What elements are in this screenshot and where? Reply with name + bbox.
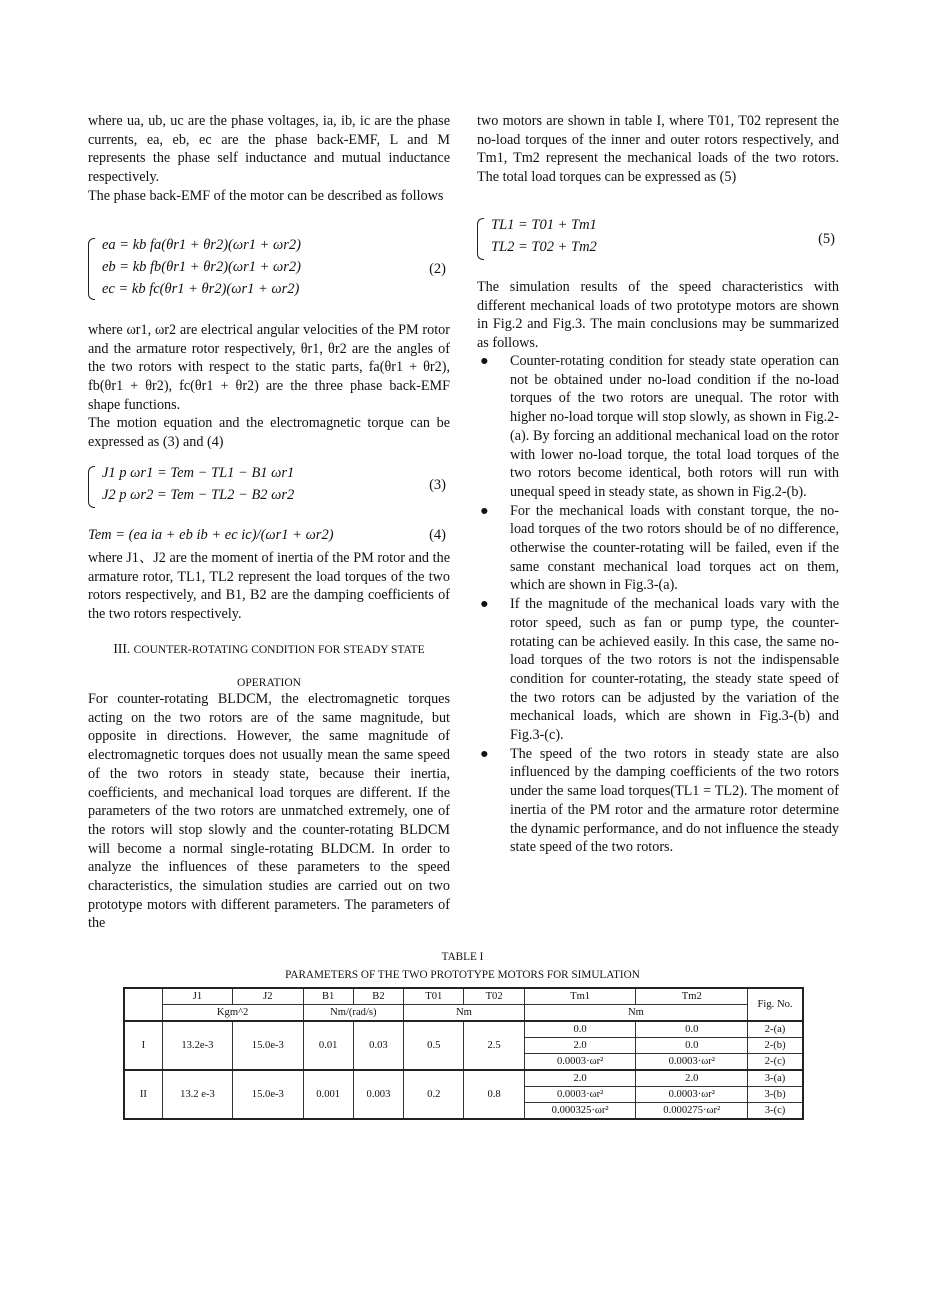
parameters-table [123, 987, 804, 1120]
equation-line: J1 p ωr1 = Tem − TL1 − B1 ωr1 [102, 465, 295, 481]
table-corner [124, 988, 162, 1021]
table-cell: 15.0e-3 [233, 1021, 303, 1070]
paragraph-phase-variables: where ua, ub, uc are the phase voltages, ia, ib, ic are the phase currents, ea, eb, ec are the phase back-EMF, L and M represents the phase self inductance and mutual inductance respectively. [88, 113, 450, 186]
equation-5 [477, 216, 839, 262]
column-header: J2 [233, 988, 303, 1005]
paragraph-simulation-results: The simulation results of the speed characteristics with different mechanical loads of two prototype motors are shown in Fig.2 and Fig.3. The main conclusions may be summarized as follows. [477, 279, 839, 352]
column-header: J1 [162, 988, 232, 1005]
table-cell: 2.0 [636, 1070, 748, 1087]
table-cell: 0.0003·ωr² [636, 1087, 748, 1103]
table-caption: PARAMETERS OF THE TWO PROTOTYPE MOTORS FOR SIMULATION [285, 969, 640, 981]
table-cell: 13.2e-3 [162, 1021, 232, 1070]
brace-icon [88, 238, 95, 300]
equation-number: (5) [818, 231, 835, 247]
list-item-text: The speed of the two rotors in steady state are also influenced by the damping coefficients of the two rotors under the same load torques(TL1 = TL2). The moment of inertia of the PM rotor and the armature rotor determine the dynamic performance, and do not influence the steady state speed of the two rotors. [510, 745, 839, 856]
column-header: Fig. No. [748, 988, 803, 1021]
bullet-icon: ● [480, 745, 489, 762]
list-item [477, 352, 839, 502]
unit-cell: Kgm^2 [162, 1005, 303, 1022]
brace-icon [88, 466, 95, 508]
column-header: Tm1 [524, 988, 636, 1005]
table-units-row [124, 1005, 803, 1022]
table-cell: 0.03 [353, 1021, 403, 1070]
table-cell: 0.5 [404, 1021, 464, 1070]
equation-line: TL2 = T02 + Tm2 [491, 239, 597, 255]
table-row [124, 1021, 803, 1038]
equation-4 [88, 526, 450, 546]
table-cell: 3-(a) [748, 1070, 803, 1087]
equation-number: (4) [429, 527, 446, 543]
table-cell: 0.001 [303, 1070, 353, 1119]
column-header: Tm2 [636, 988, 748, 1005]
table-cell: 0.2 [404, 1070, 464, 1119]
table-title: TABLE I [441, 951, 484, 963]
list-item-text: Counter-rotating condition for steady state operation can not be obtained under no-load condition if the no-load torques of the two rotors are unequal. The rotor with higher no-load torque will stop slowly, as shown in Fig.2-(a). By forcing an additional mechanical load on the rotor with lower no-load torque, the total load torques of the two rotors become identical, both rotors will run with unequal speed in steady state, as shown in Fig.2-(b). [510, 353, 839, 500]
table-cell: 0.000325·ωr² [524, 1103, 636, 1120]
column-header: B2 [353, 988, 403, 1005]
conclusions-list [477, 352, 839, 857]
brace-icon [477, 218, 484, 260]
table-cell: 2-(a) [748, 1021, 803, 1038]
list-item-text: If the magnitude of the mechanical loads vary with the rotor speed, such as fan or pump type, the counter-rotating can be achieved easily. In this case, the same no-load torques of the two rotors is not the indispensable condition for counter-rotating, the steady state speed of the two rotors can be adjusted by the variation of the mechanical loads, which are shown in Fig.3-(b) and Fig.3-(c). [510, 596, 839, 744]
table-cell: 0.01 [303, 1021, 353, 1070]
list-item-text: For the mechanical loads with constant torque, the no-load torques of the two rotors should be of no difference, otherwise the counter-rotating will be failed, even if the same constant mechanical load torques act on them, which are shown in Fig.3-(a). [510, 502, 839, 594]
equation-line: ec = kb fc(θr1 + θr2)(ωr1 + ωr2) [102, 281, 300, 297]
section-title: COUNTER-ROTATING CONDITION FOR STEADY STATE [133, 644, 425, 656]
table-cell: 0.0 [636, 1021, 748, 1038]
table-cell: 0.0003·ωr² [636, 1054, 748, 1071]
unit-cell: Nm/(rad/s) [303, 1005, 404, 1022]
paragraph-inertia: where J1、J2 are the moment of inertia of the PM rotor and the armature rotor, TL1, TL2 represent the load torques of the two rotors respectively, and B1, B2 are the damping coefficients of the two rotors respectively. [88, 550, 450, 623]
table-cell: II [124, 1070, 162, 1119]
section-heading [88, 640, 450, 692]
table-cell: 2-(b) [748, 1038, 803, 1054]
unit-cell: Nm [404, 1005, 525, 1022]
equation-line: J2 p ωr2 = Tem − TL2 − B2 ωr2 [102, 487, 295, 503]
table-cell: 0.0 [636, 1038, 748, 1054]
list-item [477, 502, 839, 596]
bullet-icon: ● [480, 502, 489, 519]
bullet-icon: ● [480, 353, 489, 369]
equation-line: eb = kb fb(θr1 + θr2)(ωr1 + ωr2) [102, 259, 301, 275]
table-cell: 0.000275·ωr² [636, 1103, 748, 1120]
table-row [124, 1070, 803, 1087]
paragraph-angular-velocities: where ωr1, ωr2 are electrical angular velocities of the PM rotor and the armature rotor respectively, θr1, θr2 are the angles of the two rotors with respect to the static parts, fa(θr1 + θr2), fb(θr1 + θr2), fc(θr1 + θr2) are the three phase back-EMF shape functions. [88, 322, 450, 413]
paragraph-back-emf-intro: The phase back-EMF of the motor can be described as follows [88, 188, 444, 204]
list-item [477, 745, 839, 857]
section-title-cont: OPERATION [237, 676, 301, 689]
column-header: T01 [404, 988, 464, 1005]
table-cell: 0.0 [524, 1021, 636, 1038]
table-cell: 0.0003·ωr² [524, 1087, 636, 1103]
unit-cell: Nm [524, 1005, 747, 1022]
list-item [477, 595, 839, 745]
table-cell: 13.2 e-3 [162, 1070, 232, 1119]
column-header: B1 [303, 988, 353, 1005]
table-cell: 2.5 [464, 1021, 524, 1070]
section-number: III. [113, 641, 134, 656]
paragraph-no-load-torques: two motors are shown in table I, where T01, T02 represent the no-load torques of the inner and outer rotors respectively, and Tm1, Tm2 represent the mechanical loads of the two rotors. The total load torques can be expressed as (5) [477, 113, 839, 186]
paragraph-motion-intro: The motion equation and the electromagnetic torque can be expressed as (3) and (4) [88, 415, 450, 450]
table-cell: 2.0 [524, 1070, 636, 1087]
table-cell: 3-(c) [748, 1103, 803, 1120]
equation-number: (2) [429, 261, 446, 277]
table-cell: 2-(c) [748, 1054, 803, 1071]
table-cell: 0.003 [353, 1070, 403, 1119]
column-header: T02 [464, 988, 524, 1005]
equation-line: ea = kb fa(θr1 + θr2)(ωr1 + ωr2) [102, 237, 301, 253]
table-cell: 3-(b) [748, 1087, 803, 1103]
table-cell: 15.0e-3 [233, 1070, 303, 1119]
equation-line: Tem = (ea ia + eb ib + ec ic)/(ωr1 + ωr2) [88, 527, 334, 543]
bullet-icon: ● [480, 596, 489, 613]
equation-2 [88, 236, 450, 302]
table-cell: I [124, 1021, 162, 1070]
table-cell: 0.0003·ωr² [524, 1054, 636, 1071]
equation-3 [88, 464, 450, 510]
table-cell: 2.0 [524, 1038, 636, 1054]
equation-line: TL1 = T01 + Tm1 [491, 217, 597, 233]
equation-number: (3) [429, 477, 446, 493]
table-cell: 0.8 [464, 1070, 524, 1119]
paragraph-counter-rotating: For counter-rotating BLDCM, the electromagnetic torques acting on the two rotors are of the same magnitude, but opposite in directions. However, the same magnitude of electromagnetic torques does not usually mean the same speed of the two rotors in steady state, because their inertia, coefficients, and mechanical load torques are different. If the parameters of the two rotors are unmatched extremely, one of the rotors will stop slowly and the counter-rotating BLDCM will become a normal single-rotating BLDCM. In order to analyze the influences of these parameters to the speed characteristics, the simulation studies are carried out on two prototype motors with different parameters. The parameters of the [88, 691, 450, 932]
table-header-row [124, 988, 803, 1005]
